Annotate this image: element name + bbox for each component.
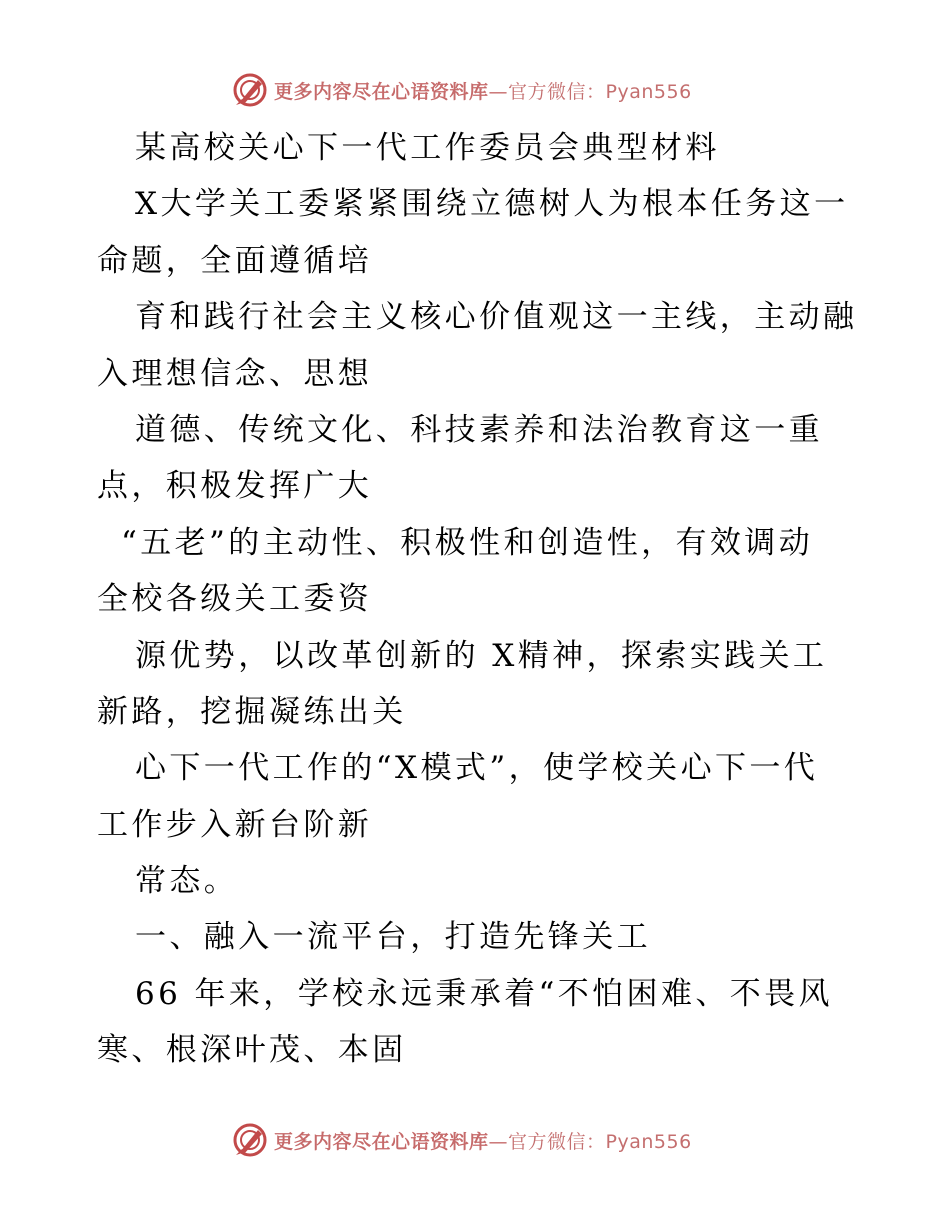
text-line: 入理想信念、思想 (97, 355, 373, 392)
text-line: 工作步入新台阶新 (97, 806, 373, 843)
text-line: 寒、根深叶茂、本固 (97, 1032, 407, 1069)
text-line: 全校各级关工委资 (97, 581, 373, 618)
text-line: 心下一代工作的“X模式”，使学校关心下一代 (135, 750, 819, 787)
text-line: 新路，挖掘凝练出关 (97, 693, 407, 730)
text-line: “五老”的主动性、积极性和创造性，有效调动 (121, 524, 814, 561)
section-heading: 一、融入一流平台，打造先锋关工 (135, 919, 651, 956)
document-body (97, 120, 857, 1079)
pen-logo-icon (232, 72, 268, 108)
pen-logo-icon (232, 1122, 268, 1158)
text-line: 道德、传统文化、科技素养和法治教育这一重 (135, 411, 823, 448)
footer-watermark (232, 1122, 712, 1158)
text-line: 常态。 (135, 863, 239, 900)
document-title: 某高校关心下一代工作委员会典型材料 (135, 130, 720, 166)
text-line: 源优势，以改革创新的 X精神，探索实践关工 (135, 637, 828, 674)
header-watermark (232, 72, 712, 108)
watermark-text: 更多内容尽在心语资料库—官方微信：Pyan556 (274, 80, 692, 103)
text-line: 育和践行社会主义核心价值观这一主线，主动融 (135, 299, 858, 336)
watermark-text: 更多内容尽在心语资料库—官方微信：Pyan556 (274, 1130, 692, 1153)
text-line: 命题，全面遵循培 (97, 242, 373, 279)
text-line: X大学关工委紧紧围绕立德树人为根本任务这一 (135, 186, 849, 223)
text-line: 点，积极发挥广大 (97, 468, 373, 505)
text-line: 66 年来，学校永远秉承着“不怕困难、不畏风 (135, 975, 833, 1012)
